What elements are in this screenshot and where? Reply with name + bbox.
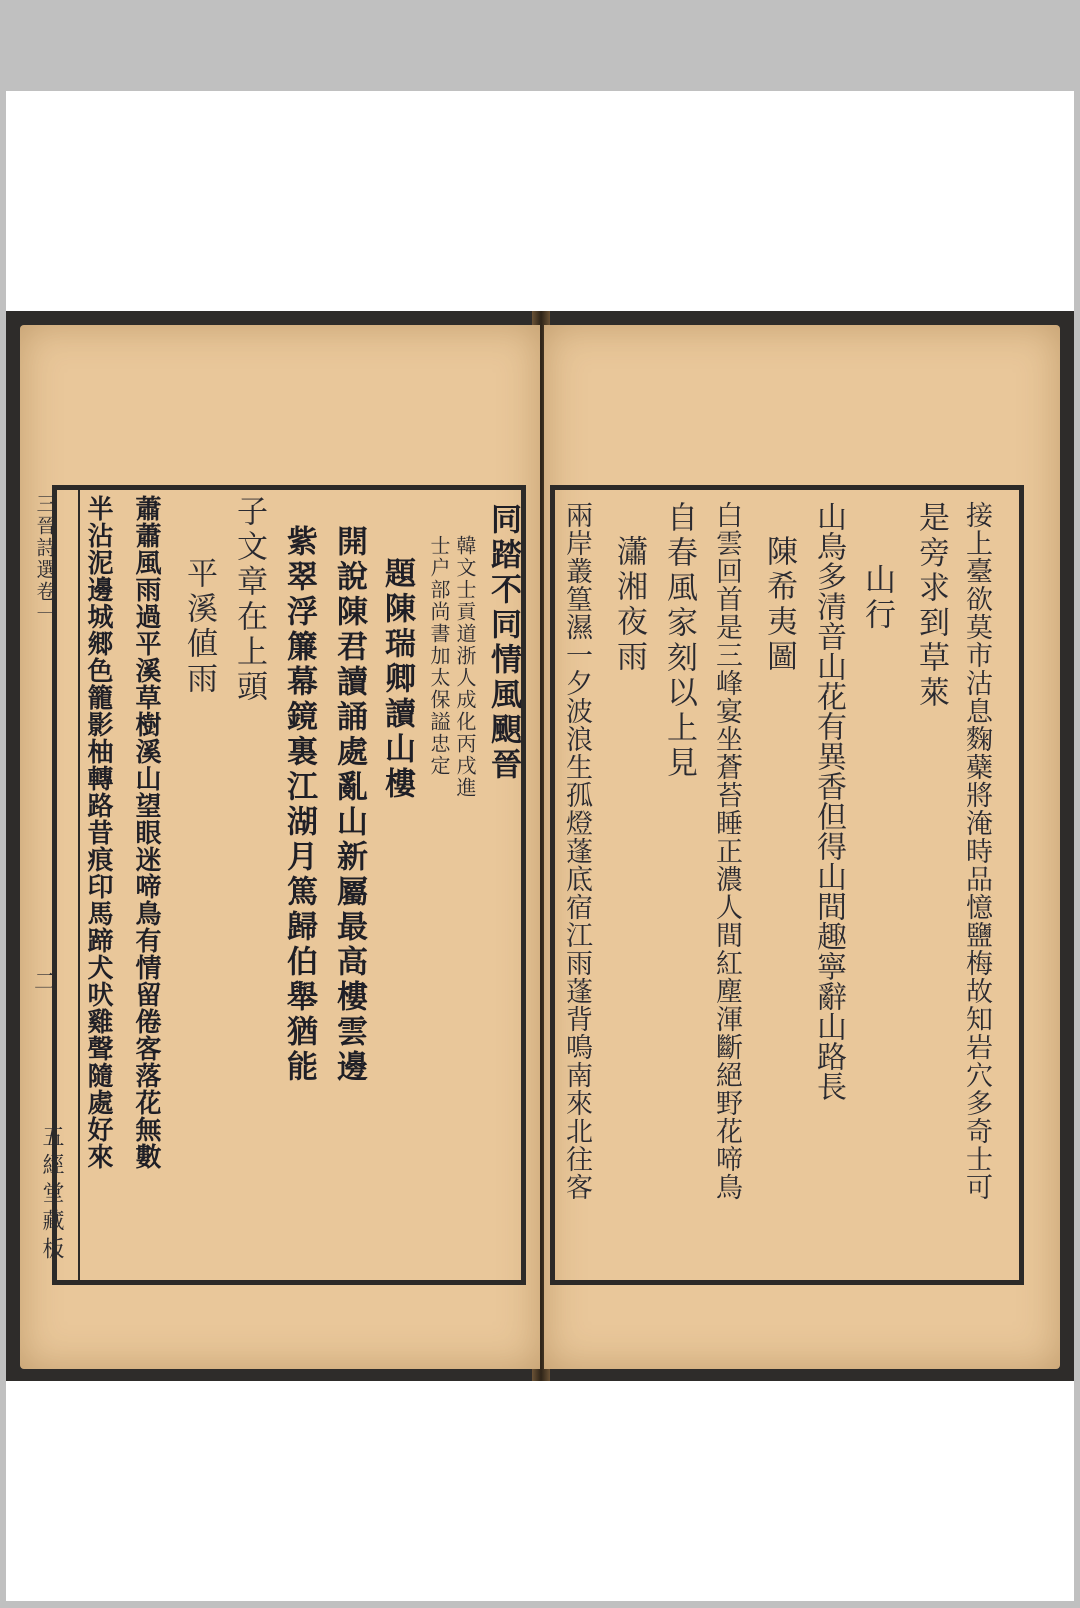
text-column: 紫翠浮簾幕鏡裏江湖月篤歸伯舉猶能 xyxy=(281,525,317,1085)
left-header-title: 三晉詩選卷一 xyxy=(33,493,57,625)
text-column: 半沾泥邊城郷色籠影柚轉路昔痕印馬蹄犬吠雞聲隨處好來 xyxy=(83,495,113,1170)
text-column: 瀟湘夜雨 xyxy=(611,535,647,675)
text-column: 自春風家刻以上見 xyxy=(661,501,697,781)
text-column: 同踏不同情風𩗗晉 xyxy=(485,503,521,783)
text-column: 陳希夷圖 xyxy=(761,535,797,675)
left-colophon: 五經堂藏板 xyxy=(39,1125,64,1265)
text-column: 韓文士貢道浙人成化丙戌進 xyxy=(453,535,477,799)
left-page xyxy=(20,325,540,1369)
text-column: 士户部尚書加太保謚忠定 xyxy=(427,535,451,777)
left-page-number: 二 xyxy=(34,970,57,995)
text-column: 是旁求到草萊 xyxy=(913,501,949,711)
text-column: 山鳥多清音山花有異香但得山間趣寧辭山路長 xyxy=(811,501,846,1101)
text-column: 開說陳君讀誦處亂山新屬最高樓雲邊 xyxy=(331,525,367,1085)
text-column: 白雲回首是三峰宴坐蒼苔睡正濃人間紅塵渾斷絕野花啼鳥 xyxy=(711,501,742,1201)
text-column: 子文章在上頭 xyxy=(231,495,267,705)
text-column: 接上臺欲莫市沽息麴蘗將淹時品憶鹽梅故知岩穴多奇士可 xyxy=(961,501,992,1201)
text-column: 蕭蕭風雨過平溪草樹溪山望眼迷啼鳥有情留倦客落花無數 xyxy=(131,495,161,1170)
text-column: 山行 xyxy=(859,563,895,633)
left-page-rule xyxy=(78,490,80,1280)
text-column: 兩岸叢篁濕一夕波浪生孤燈蓬底宿江雨蓬背鳴南來北往客 xyxy=(561,501,592,1201)
right-page xyxy=(544,325,1060,1369)
text-column: 平溪値雨 xyxy=(181,557,217,697)
book-scan xyxy=(6,311,1074,1381)
text-column: 題陳瑞卿讀山樓 xyxy=(379,557,415,802)
